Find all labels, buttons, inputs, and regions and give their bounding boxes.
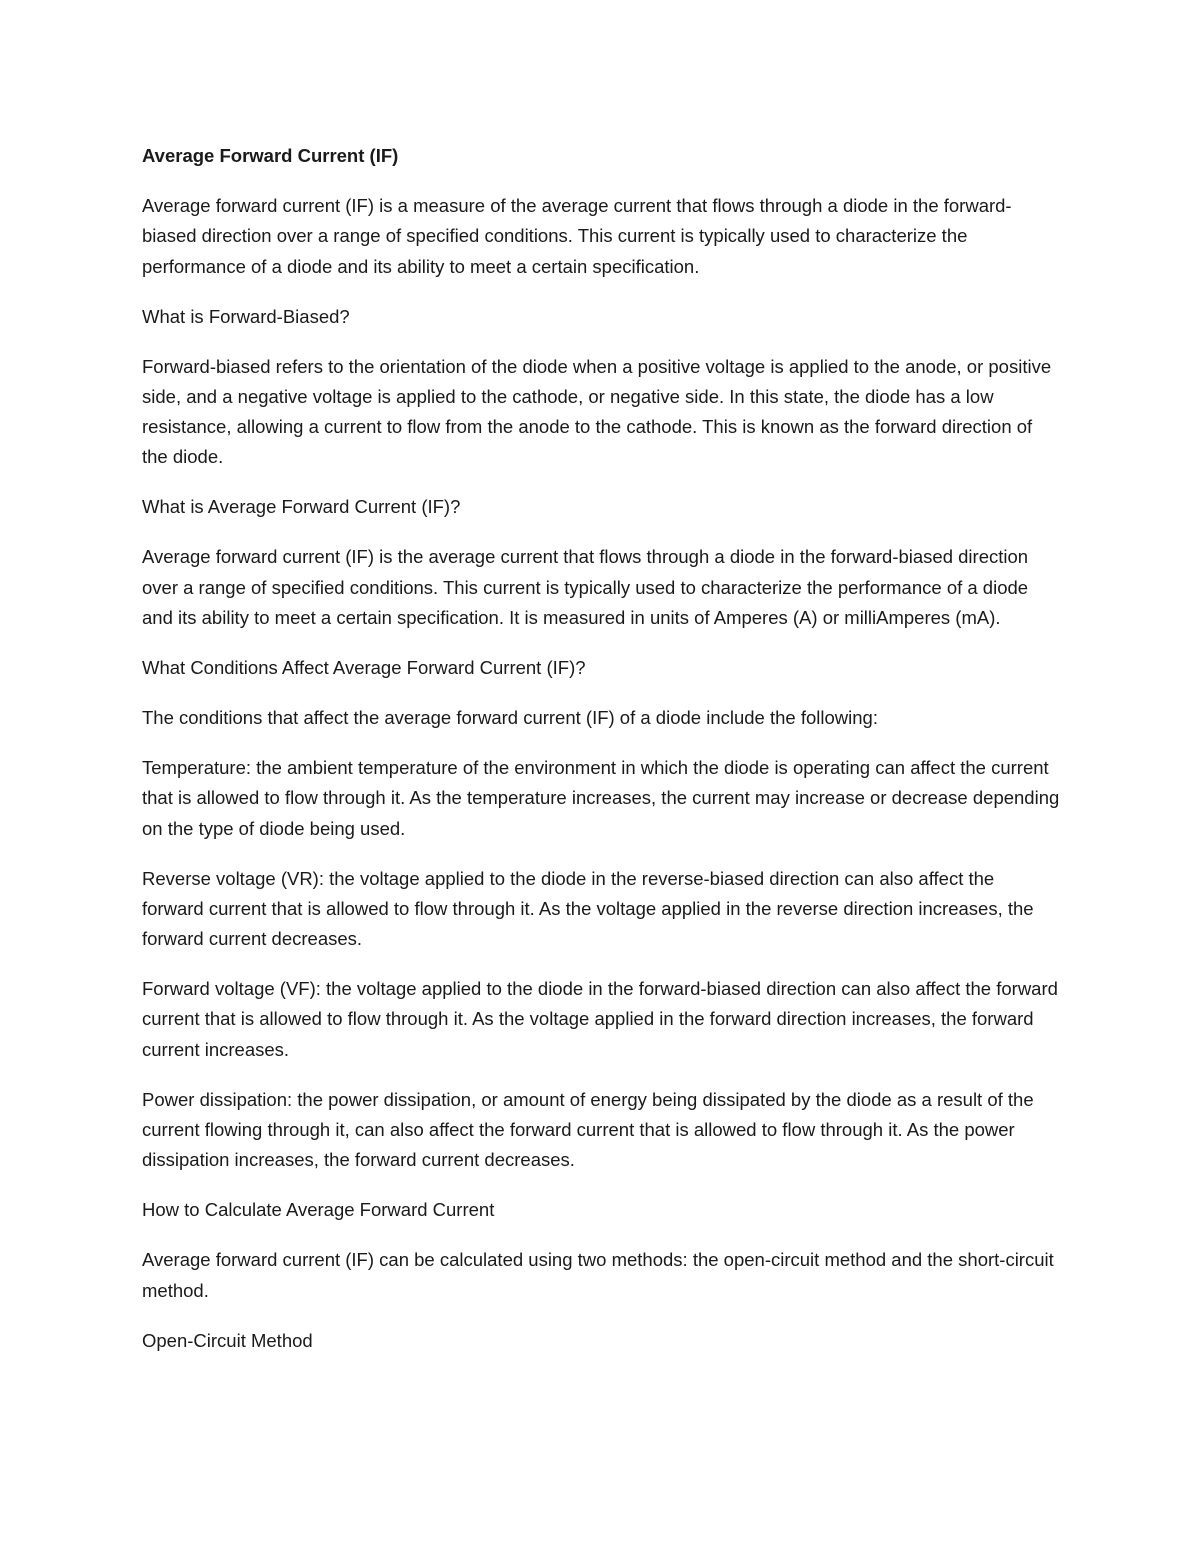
forward-biased-paragraph: Forward-biased refers to the orientation of the diode when a positive voltage is applied to the anode, or positive side, and a negative voltage is applied to the cathode, or negative side. In this state, the diode has a low resistance, allowing a current to flow from the anode to the cathode. This is known as the forward direction of the diode.	[142, 355, 1052, 468]
average-forward-current-paragraph: Average forward current (IF) is the average current that flows through a diode in the forward-biased direction over a range of specified conditions. This current is typically used to characterize the performance of a diode and its ability to meet a certain specification. It is measured in units of Amperes (A) or milliAmperes (mA).	[142, 546, 1029, 628]
calculate-paragraph: Average forward current (IF) can be calculated using two methods: the open-circuit method and the short-circuit method.	[142, 1249, 1054, 1301]
temperature-paragraph: Temperature: the ambient temperature of the environment in which the diode is operating can affect the current that is allowed to flow through it. As the temperature increases, the current may increase or decrease depending on the type of diode being used.	[142, 756, 1060, 839]
section-heading-average-forward-current: What is Average Forward Current (IF)?	[142, 496, 461, 518]
section-heading-open-circuit: Open-Circuit Method	[142, 1329, 313, 1351]
power-dissipation-paragraph: Power dissipation: the power dissipation, or amount of energy being dissipated by the diode as a result of the current flowing through it, can also affect the forward current that is allowed to flow through it. As the power dissipation increases, the forward current decreases.	[142, 1088, 1034, 1171]
reverse-voltage-paragraph: Reverse voltage (VR): the voltage applied to the diode in the reverse-biased direction can also affect the forward current that is allowed to flow through it. As the voltage applied in the reverse direction increases, the forward current decreases.	[142, 867, 1034, 950]
document-title: Average Forward Current (IF)	[142, 145, 399, 166]
section-heading-forward-biased: What is Forward-Biased?	[142, 305, 350, 327]
section-heading-calculate: How to Calculate Average Forward Current	[142, 1199, 495, 1221]
intro-paragraph: Average forward current (IF) is a measure of the average current that flows through a diode in the forward-biased direction over a range of specified conditions. This current is typically used to characterize the performance of a diode and its ability to meet a certain specification.	[142, 194, 1012, 277]
section-heading-conditions: What Conditions Affect Average Forward Current (IF)?	[142, 656, 586, 678]
forward-voltage-paragraph: Forward voltage (VF): the voltage applied to the diode in the forward-biased direction can also affect the forward current that is allowed to flow through it. As the voltage applied in the forward direction increases, the forward current increases.	[142, 978, 1058, 1060]
document-body	[142, 141, 1060, 1376]
conditions-intro-paragraph: The conditions that affect the average forward current (IF) of a diode include the following:	[142, 706, 878, 728]
